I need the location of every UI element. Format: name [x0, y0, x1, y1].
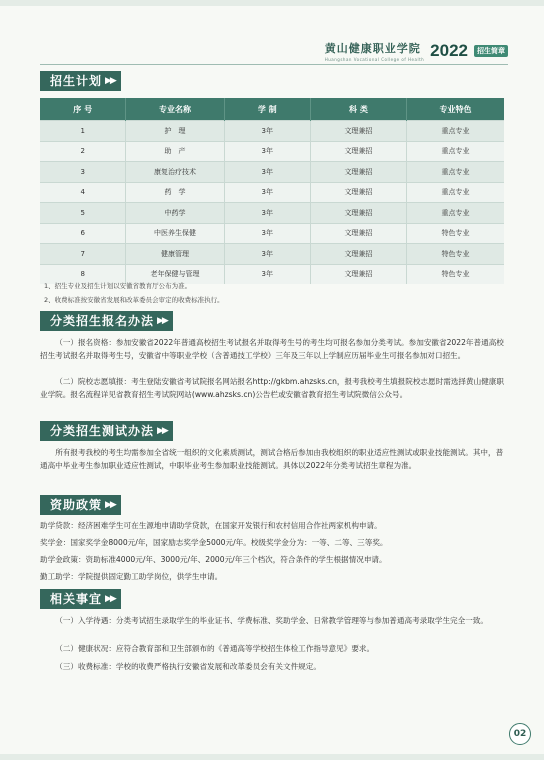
cell-major: 护 理: [126, 121, 224, 142]
section-title-signup: [40, 311, 173, 331]
cell-feature: 特色专业: [406, 264, 504, 284]
misc-health: （二）健康状况：应符合教育部和卫生部颁布的《普通高等学校招生体检工作指导意见》要求。: [55, 644, 375, 653]
cell-category: 文理兼招: [310, 264, 406, 284]
cell-major: 健康管理: [126, 244, 224, 265]
table-row: [40, 223, 504, 244]
brand-text: [325, 40, 424, 62]
col-header-index: 序 号: [40, 98, 126, 121]
cell-duration: 3年: [224, 223, 310, 244]
cell-major: 中药学: [126, 203, 224, 224]
misc-fees: （三）收费标准：学校的收费严格执行安徽省发展和改革委员会有关文件规定。: [55, 662, 321, 671]
section-title-signup-text: 分类招生报名办法: [50, 314, 155, 328]
misc-enrollment: （一）入学待遇：分类考试招生录取学生的毕业证书、学费标准、奖助学金、日常教学管理等与参加普通高考录取学生完全一致。: [55, 616, 489, 625]
school-name: 黄山健康职业学院: [324, 42, 421, 55]
cell-feature: 特色专业: [406, 223, 504, 244]
section-title-misc-text: 相关事宜: [50, 592, 103, 606]
section-title-aid: [40, 495, 121, 515]
section-title-misc: [40, 589, 121, 609]
cell-duration: 3年: [224, 121, 310, 142]
cell-duration: 3年: [224, 162, 310, 183]
table-row: [40, 244, 504, 265]
cell-feature: 重点专业: [406, 141, 504, 162]
cell-index: 7: [40, 244, 126, 265]
brand-header: [325, 40, 508, 62]
cell-feature: 重点专业: [406, 121, 504, 142]
brochure-year: 2022: [430, 41, 468, 60]
cell-category: 文理兼招: [310, 244, 406, 265]
cell-index: 4: [40, 182, 126, 203]
aid-loan: 助学贷款：经济困难学生可在生源地申请助学贷款，在国家开发银行和农村信用合作社两家机构申请。: [40, 521, 382, 530]
cell-duration: 3年: [224, 141, 310, 162]
header-divider: [40, 64, 508, 65]
cell-index: 6: [40, 223, 126, 244]
cell-major: 老年保健与管理: [126, 264, 224, 284]
cell-duration: 3年: [224, 244, 310, 265]
cell-major: 中医养生保健: [126, 223, 224, 244]
aid-grant: 助学金政策：资助标准4000元/年、3000元/年、2000元/年三个档次，符合条件的学生根据情况申请。: [40, 555, 387, 564]
cell-feature: 特色专业: [406, 244, 504, 265]
cell-index: 1: [40, 121, 126, 142]
signup-application: （二）院校志愿填报：考生登陆安徽省考试院报名网站报名http://gkbm.ahzsks.cn，报考我校考生填报院校志愿时需选择黄山健康职业学院。报名流程详见省教育招生考试院网站(www.ahzsks.cn)公告栏或安徽省教育招生考试院微信公众号。: [40, 377, 504, 399]
cell-index: 3: [40, 162, 126, 183]
cell-feature: 重点专业: [406, 203, 504, 224]
table-row: [40, 203, 504, 224]
cell-index: 5: [40, 203, 126, 224]
table-row: [40, 141, 504, 162]
table-row: [40, 182, 504, 203]
table-row: [40, 121, 504, 142]
aid-work-study: 勤工助学：学院提供固定勤工助学岗位，供学生申请。: [40, 572, 223, 581]
cell-major: 药 学: [126, 182, 224, 203]
cell-category: 文理兼招: [310, 141, 406, 162]
brochure-tag: 招生简章: [474, 45, 508, 57]
note-item: 2、收费标准按安徽省发展和改革委员会审定的收费标准执行。: [44, 296, 224, 304]
section-title-test: [40, 421, 173, 441]
enrollment-plan-table: [40, 98, 504, 284]
table-notes: [44, 279, 504, 307]
note-item: 1、招生专业及招生计划以安徽省教育厅公布为准。: [44, 282, 192, 290]
signup-eligibility: （一）报名资格：参加安徽省2022年普通高校招生考试报名并取得考生号的考生均可报名参加分类考试。参加安徽省2022年普通高校招生考试报名并取得考生号，安徽省中等职业学校（含普通技工学校）三年及三年以上学制应历届毕业生可报名参加对口招生。: [40, 338, 504, 360]
cell-category: 文理兼招: [310, 223, 406, 244]
cell-feature: 重点专业: [406, 162, 504, 183]
section-title-aid-text: 资助政策: [50, 498, 103, 512]
aid-scholarship: 奖学金：国家奖学金8000元/年，国家励志奖学金5000元/年。校级奖学金分为：一等、二等、三等奖。: [40, 538, 388, 547]
cell-category: 文理兼招: [310, 182, 406, 203]
school-name-en: Huangshan Vocational College of Health: [324, 57, 425, 62]
col-header-duration: 学 制: [224, 98, 310, 121]
section-title-plan-text: 招生计划: [50, 74, 103, 88]
cell-category: 文理兼招: [310, 203, 406, 224]
bottom-band: [0, 754, 544, 760]
table-header-row: [40, 98, 504, 121]
cell-index: 2: [40, 141, 126, 162]
cell-duration: 3年: [224, 264, 310, 284]
cell-feature: 重点专业: [406, 182, 504, 203]
double-chevron-icon: ▶▶: [105, 76, 115, 86]
col-header-feature: 专业特色: [406, 98, 504, 121]
cell-major: 助 产: [126, 141, 224, 162]
cell-duration: 3年: [224, 203, 310, 224]
col-header-category: 科 类: [310, 98, 406, 121]
cell-index: 8: [40, 264, 126, 284]
cell-category: 文理兼招: [310, 121, 406, 142]
section-title-plan: [40, 71, 121, 91]
double-chevron-icon: ▶▶: [157, 316, 167, 326]
page-number: 02: [509, 723, 531, 745]
double-chevron-icon: ▶▶: [157, 426, 167, 436]
test-description: 所有报考我校的考生均需参加全省统一组织的文化素质测试，测试合格后参加由我校组织的职业适应性测试或职业技能测试。其中，普通高中毕业考生参加职业适应性测试，中职毕业考生参加职业技能测试。具体以2022年分类考试招生章程为准。: [40, 448, 504, 470]
cell-category: 文理兼招: [310, 162, 406, 183]
table-row: [40, 162, 504, 183]
cell-duration: 3年: [224, 182, 310, 203]
double-chevron-icon: ▶▶: [105, 500, 115, 510]
col-header-major: 专业名称: [126, 98, 224, 121]
cell-major: 康复治疗技术: [126, 162, 224, 183]
double-chevron-icon: ▶▶: [105, 594, 115, 604]
top-band: [0, 0, 544, 6]
section-title-test-text: 分类招生测试办法: [50, 424, 155, 438]
